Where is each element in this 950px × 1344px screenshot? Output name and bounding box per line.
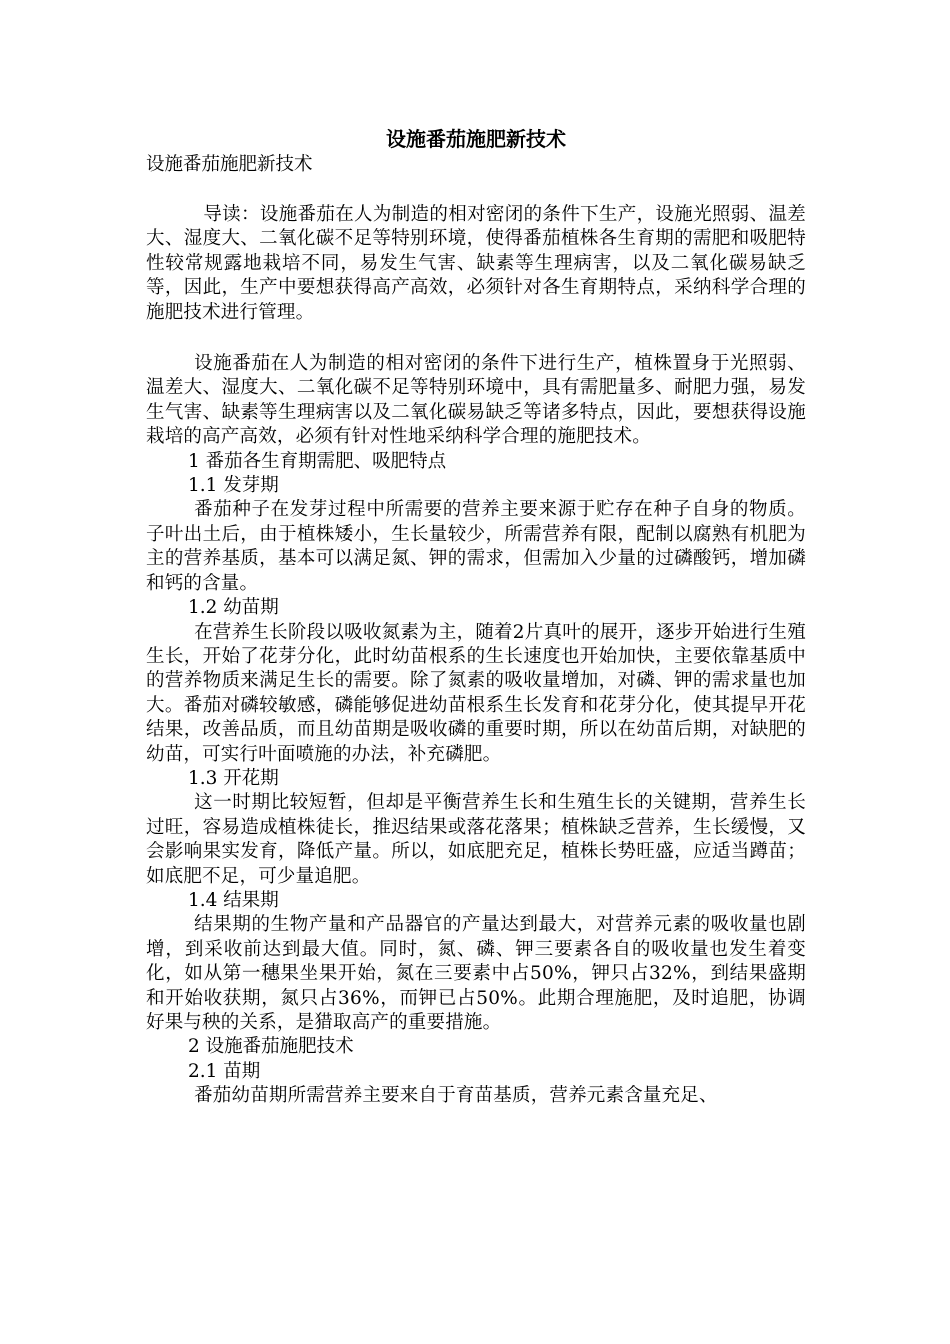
- paragraph-1-4: 结果期的生物产量和产品器官的产量达到最大，对营养元素的吸收量也剧增，到采收前达到最大值。同时，氮、磷、钾三要素各自的吸收量也发生着变化，如从第一穗果坐果开始，氮在三要素中占50%，钾只占32%，到结果盛期和开始收获期，氮只占36%，而钾已占50%。此期合理施肥，及时追肥，协调好果与秧的关系，是猎取高产的重要措施。: [146, 914, 806, 1033]
- spacer: [146, 325, 806, 352]
- subsection-heading-1-2: 1.2 幼苗期: [188, 597, 279, 619]
- paragraph-1-2: 在营养生长阶段以吸收氮素为主，随着2片真叶的展开，逐步开始进行生殖生长，开始了花芽分化，此时幼苗根系的生长速度也开始加快，主要依靠基质中的营养物质来满足生长的需要。除了氮素的吸收量增加，对磷、钾的需求量也加大。番茄对磷较敏感，磷能够促进幼苗根系生长发育和花芽分化，使其提早开花结果，改善品质，而且幼苗期是吸收磷的重要时期，所以在幼苗后期，对缺肥的幼苗，可实行叶面喷施的办法，补充磷肥。: [146, 621, 806, 765]
- spacer: [146, 177, 806, 203]
- subsection-heading-1-4: 1.4 结果期: [188, 889, 279, 911]
- section-heading-2: 2 设施番茄施肥技术: [188, 1036, 354, 1058]
- subsection-heading-1-3: 1.3 开花期: [188, 767, 279, 789]
- subsection-heading-2-1: 2.1 苗期: [188, 1060, 261, 1082]
- document-body: [146, 125, 806, 1109]
- intro-paragraph: 导读：设施番茄在人为制造的相对密闭的条件下生产，设施光照弱、温差大、湿度大、二氧化碳不足等特别环境，使得番茄植株各生育期的需肥和吸肥特性较常规露地栽培不同，易发生气害、缺素等生理病害，以及二氧化碳易缺乏等，因此，生产中要想获得高产高效，必须针对各生育期特点，采纳科学合理的施肥技术进行管理。: [146, 204, 806, 323]
- document-subtitle: 设施番茄施肥新技术: [146, 154, 313, 175]
- paragraph-2-1: 番茄幼苗期所需营养主要来自于育苗基质，营养元素含量充足、: [194, 1085, 718, 1107]
- paragraph-1-1: 番茄种子在发芽过程中所需要的营养主要来源于贮存在种子自身的物质。子叶出土后，由于植株矮小，生长量较少，所需营养有限，配制以腐熟有机肥为主的营养基质，基本可以满足氮、钾的需求，但需加入少量的过磷酸钙，增加磷和钙的含量。: [146, 499, 806, 594]
- paragraph-1-3: 这一时期比较短暂，但却是平衡营养生长和生殖生长的关键期，营养生长过旺，容易造成植株徒长，推迟结果或落花落果；植株缺乏营养，生长缓慢，又会影响果实发育，降低产量。所以，如底肥充足，植株长势旺盛，应适当蹲苗；如底肥不足，可少量追肥。: [146, 792, 806, 887]
- subsection-heading-1-1: 1.1 发芽期: [188, 475, 279, 497]
- document-title: 设施番茄施肥新技术: [386, 127, 566, 151]
- section-heading-1: 1 番茄各生育期需肥、吸肥特点: [188, 450, 447, 472]
- main-paragraph: 设施番茄在人为制造的相对密闭的条件下进行生产，植株置身于光照弱、温差大、湿度大、二氧化碳不足等特别环境中，具有需肥量多、耐肥力强，易发生气害、缺素等生理病害以及二氧化碳易缺乏等诸多特点，因此，要想获得设施栽培的高产高效，必须有针对性地采纳科学合理的施肥技术。: [146, 353, 806, 448]
